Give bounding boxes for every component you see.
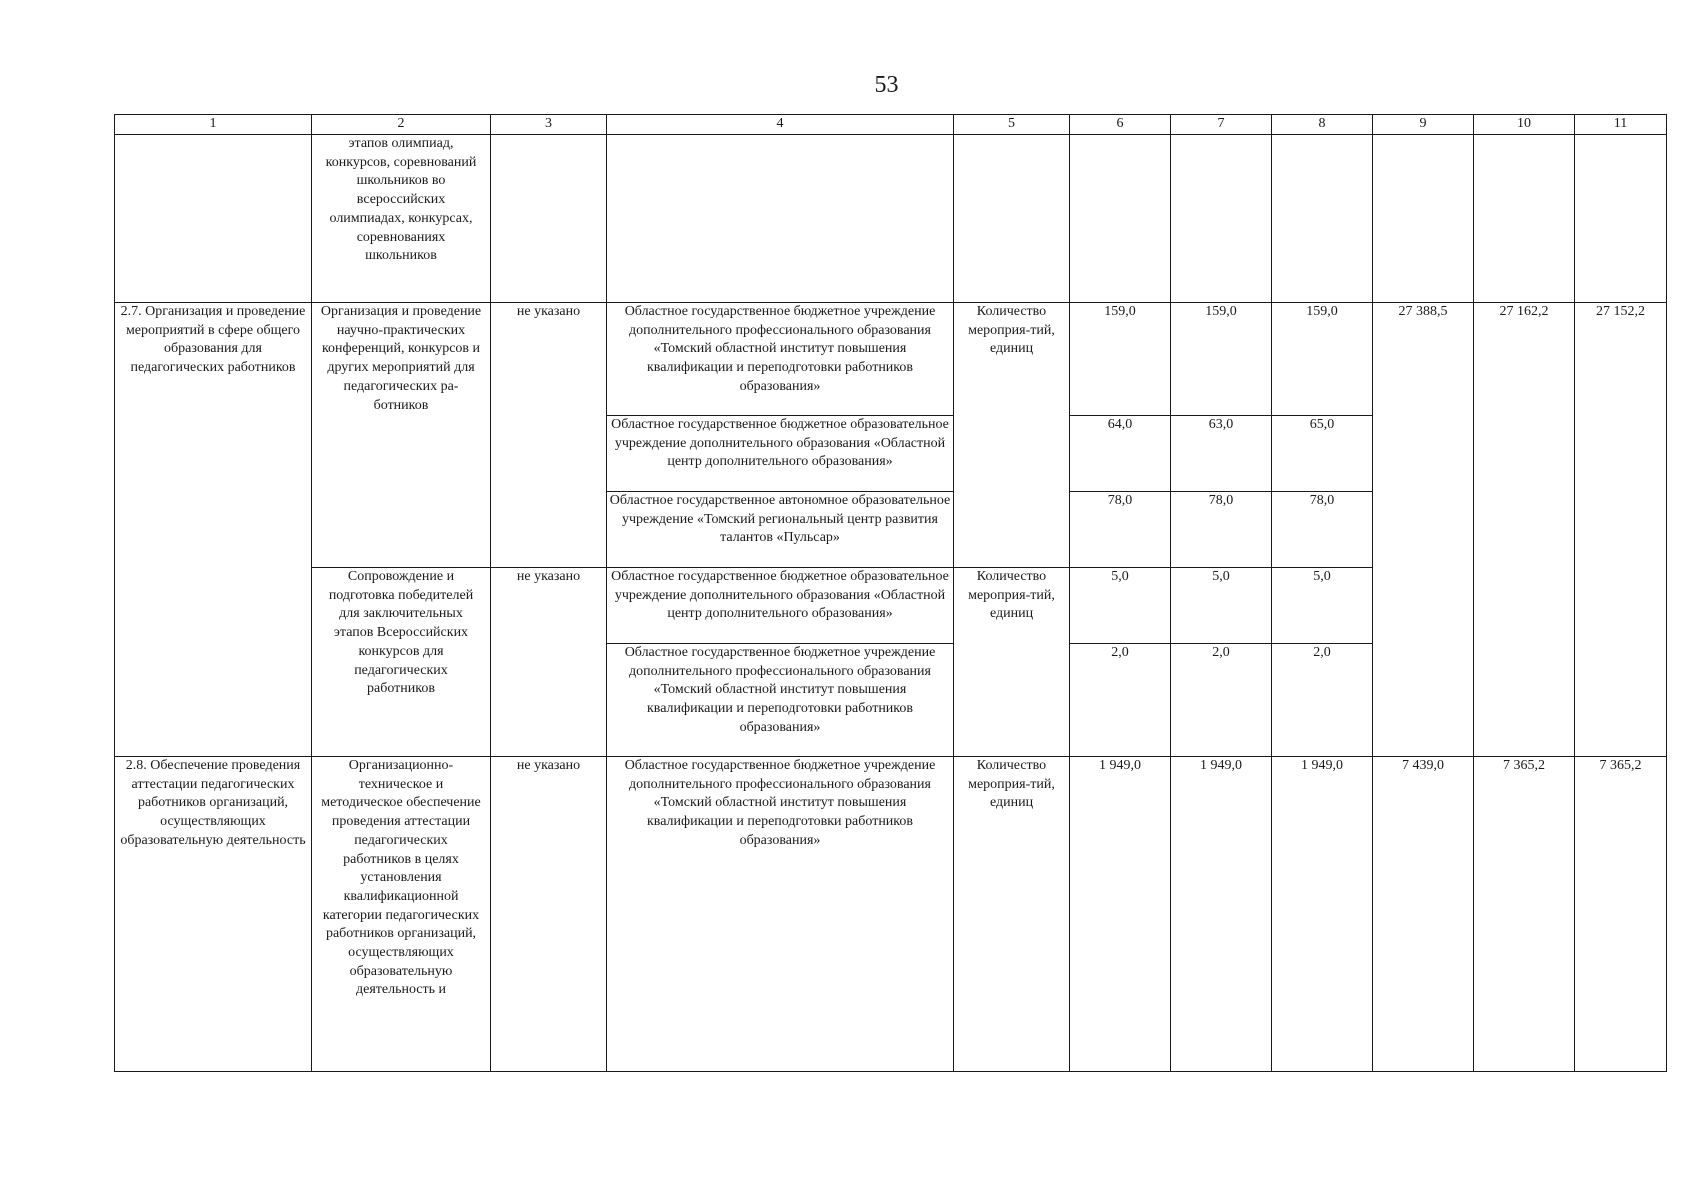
value-cell: 2,0 (1272, 644, 1373, 757)
header-cell: 11 (1575, 115, 1667, 135)
header-cell: 8 (1272, 115, 1373, 135)
continuation-row (115, 135, 1667, 303)
value-cell: 7 365,2 (1474, 757, 1575, 1072)
value-cell: 65,0 (1272, 416, 1373, 492)
table-row (115, 303, 1667, 416)
task-cell: 2.7. Организация и проведение мероприятий в сфере общего образования для педагогических работников (115, 303, 312, 757)
unit-cell: Количество мероприя-тий, единиц (954, 303, 1070, 568)
value-cell: 1 949,0 (1171, 757, 1272, 1072)
activity-cell: Организация и проведение научно-практических конференций, конкурсов и других мероприятий для педагогических ра-ботников (312, 303, 491, 568)
unit-cell: Количество мероприя-тий, единиц (954, 757, 1070, 1072)
empty-cell (491, 135, 607, 303)
value-cell: 27 162,2 (1474, 303, 1575, 757)
header-cell: 7 (1171, 115, 1272, 135)
header-cell: 10 (1474, 115, 1575, 135)
value-cell: 1 949,0 (1070, 757, 1171, 1072)
value-cell: 27 388,5 (1373, 303, 1474, 757)
empty-cell (1474, 135, 1575, 303)
col3-cell: не указано (491, 303, 607, 568)
header-cell: 6 (1070, 115, 1171, 135)
value-cell: 5,0 (1070, 568, 1171, 644)
header-cell: 9 (1373, 115, 1474, 135)
task-cell: 2.8. Обеспечение проведения аттестации педагогических работников организаций, осуществляющих образовательную деятельность (115, 757, 312, 1072)
header-cell: 1 (115, 115, 312, 135)
value-cell: 159,0 (1272, 303, 1373, 416)
table-row (115, 757, 1667, 1072)
header-cell: 2 (312, 115, 491, 135)
empty-cell (1272, 135, 1373, 303)
value-cell: 159,0 (1070, 303, 1171, 416)
value-cell: 78,0 (1070, 492, 1171, 568)
executor-cell: Областное государственное бюджетное образовательное учреждение дополнительного образования «Областной центр дополнительного образования» (607, 568, 954, 644)
value-cell: 159,0 (1171, 303, 1272, 416)
value-cell: 1 949,0 (1272, 757, 1373, 1072)
value-cell: 78,0 (1272, 492, 1373, 568)
executor-cell: Областное государственное бюджетное учреждение дополнительного профессионального образования «Томский областной институт повышения квалификации и переподготовки работников образования» (607, 303, 954, 416)
value-cell: 7 365,2 (1575, 757, 1667, 1072)
value-cell: 7 439,0 (1373, 757, 1474, 1072)
empty-cell (115, 135, 312, 303)
program-table (114, 114, 1667, 1072)
empty-cell (1575, 135, 1667, 303)
col3-cell: не указано (491, 568, 607, 757)
activity-cell: Организационно-техническое и методическое обеспечение проведения аттестации педагогических работников в целях установления квалификационной категории педагогических работников организаций, осуществляющих образовательную деятельность и (312, 757, 491, 1072)
value-cell: 2,0 (1070, 644, 1171, 757)
header-cell: 5 (954, 115, 1070, 135)
page-number: 53 (874, 72, 899, 98)
header-row (115, 115, 1667, 135)
executor-cell: Областное государственное бюджетное учреждение дополнительного профессионального образования «Томский областной институт повышения квалификации и переподготовки работников образования» (607, 757, 954, 1072)
empty-cell (954, 135, 1070, 303)
executor-cell: Областное государственное бюджетное учреждение дополнительного профессионального образования «Томский областной институт повышения квалификации и переподготовки работников образования» (607, 644, 954, 757)
value-cell: 78,0 (1171, 492, 1272, 568)
header-cell: 4 (607, 115, 954, 135)
activity-cell: Сопровождение и подготовка победителей для заключительных этапов Всероссийских конкурсов для педагогических работников (312, 568, 491, 757)
value-cell: 2,0 (1171, 644, 1272, 757)
empty-cell (1171, 135, 1272, 303)
executor-cell: Областное государственное бюджетное образовательное учреждение дополнительного образования «Областной центр дополнительного образования» (607, 416, 954, 492)
empty-cell (607, 135, 954, 303)
header-cell: 3 (491, 115, 607, 135)
executor-cell: Областное государственное автономное образовательное учреждение «Томский региональный центр развития талантов «Пульсар» (607, 492, 954, 568)
unit-cell: Количество мероприя-тий, единиц (954, 568, 1070, 757)
value-cell: 64,0 (1070, 416, 1171, 492)
value-cell: 27 152,2 (1575, 303, 1667, 757)
value-cell: 63,0 (1171, 416, 1272, 492)
empty-cell (1373, 135, 1474, 303)
value-cell: 5,0 (1272, 568, 1373, 644)
activity-cell: этапов олимпиад, конкурсов, соревнований школьников во всероссийских олимпиадах, конкурсах, соревнованиях школьников (312, 135, 491, 303)
col3-cell: не указано (491, 757, 607, 1072)
empty-cell (1070, 135, 1171, 303)
value-cell: 5,0 (1171, 568, 1272, 644)
